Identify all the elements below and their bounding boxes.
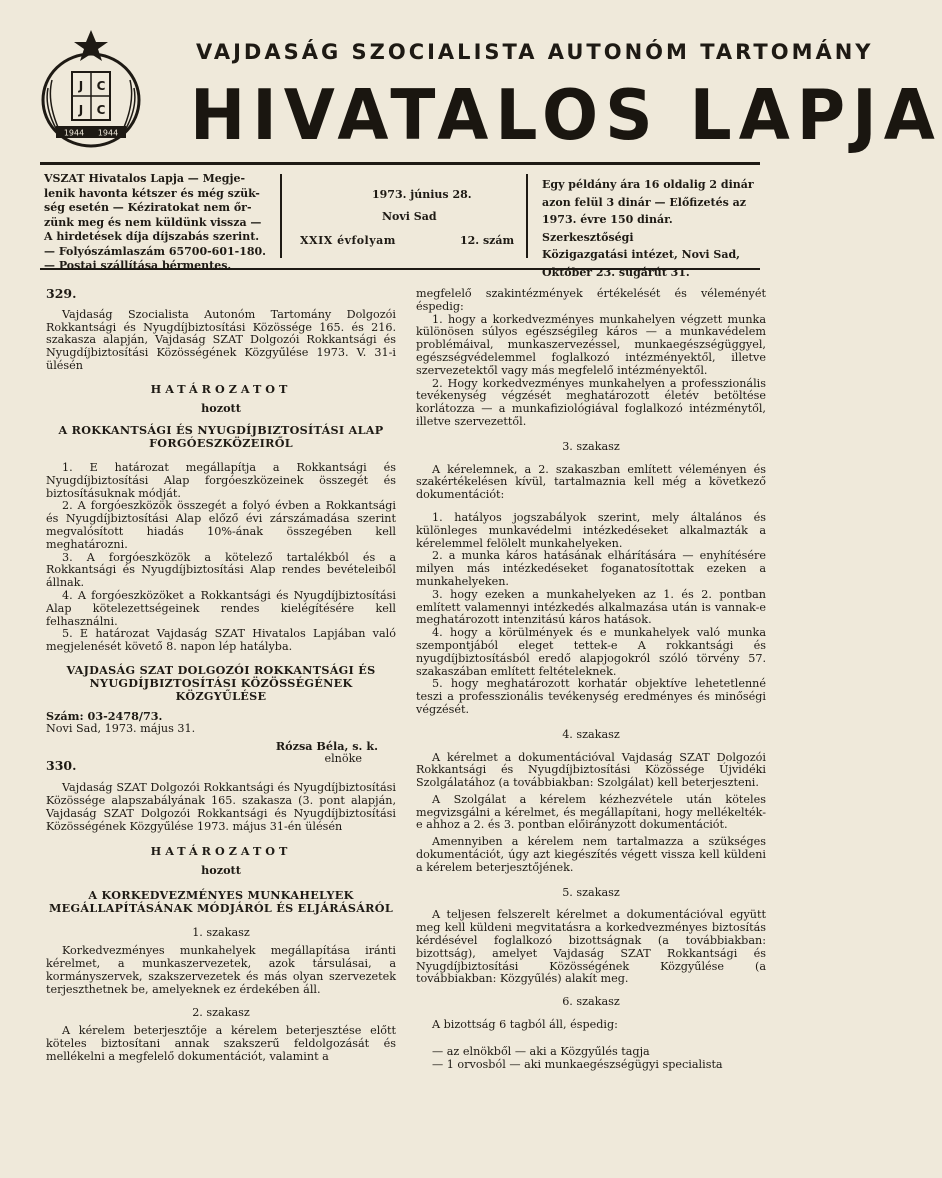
price-line: azon felül 3 dinár — Előfizetés az	[542, 195, 747, 209]
decree-number: 330.	[46, 757, 77, 773]
paragraph: Amennyiben a kérelem nem tartalmazza a szükséges dokumentációt, úgy azt kiegészítés végett vissza kell küldeni a kérelem beterjesztőjének.	[416, 835, 766, 874]
section-heading: 1. szakasz	[192, 925, 250, 939]
notice-line: — Postai szállítása bérmentes.	[44, 259, 232, 272]
masthead-title: HIVATALOS LAPJA	[190, 75, 942, 156]
list-item: 1. hatályos jogszabályok szerint, mely általános és különleges munkavédelmi intézkedéseket alkalmazták a kérelemmel felölelt munkahelyeken.	[416, 510, 766, 550]
paragraph: 1. E határozat megállapítja a Rokkantsági és Nyugdíjbiztosítási Alap forgóeszközeinek összegét és biztosításuknak módját.	[46, 460, 396, 500]
section-heading: 3. szakasz	[562, 439, 620, 453]
issue-number: 12. szám	[460, 234, 515, 247]
masthead-rule	[40, 162, 760, 165]
svg-text:C: C	[96, 79, 106, 93]
section-heading: 4. szakasz	[562, 727, 620, 741]
notice-line: VSZAT Hivatalos Lapja — Megje-	[44, 172, 246, 185]
decree-heading: HATÁROZATOT	[150, 844, 292, 859]
list-item: 3. hogy ezeken a munkahelyeken az 1. és 2. pontban említett valamennyi intézkedés alkalmazása után is vannak-e meghatározott intenzitású káros hatások.	[416, 587, 766, 627]
signer-role: elnöke	[324, 751, 362, 765]
publisher-title: VAJDASÁG SZOCIALISTA AUTONÓM TARTOMÁNY	[196, 40, 874, 64]
decree-heading: HATÁROZATOT	[150, 381, 292, 396]
paragraph: megfelelő szakintézmények értékelését és véleményét éspedig:	[416, 287, 766, 313]
paragraph: Korkedvezményes munkahelyek megállapítása iránti kérelmet, a munkaszervezetek, azok társulásai, a kormányszervek, szakszervezetek és más olyan szervezetek terjeszthetnek be, amelyeknek ez érdekében áll.	[46, 944, 396, 996]
price-line: Egy példány ára 16 oldalig 2 dinár	[542, 178, 754, 191]
decree-title: A ROKKANTSÁGI ÉS NYUGDÍJBIZTOSÍTÁSI ALAP FORGÓESZKÖZEIRŐL	[58, 423, 384, 451]
divider-left	[280, 174, 282, 258]
section-heading: 5. szakasz	[562, 885, 620, 899]
paragraph: A kérelmet a dokumentációval Vajdaság SZAT Dolgozói Rokkantsági és Nyugdíjbiztosítási Közössége Újvidéki Szolgálatához (a továbbiakban: Szolgálat) kell beterjeszteni.	[416, 750, 766, 790]
left-column	[46, 288, 396, 1064]
reference-number: Szám: 03-2478/73.	[46, 709, 163, 724]
publication-notice	[44, 172, 276, 274]
price-line: Közigazgatási intézet, Novi Sad,	[542, 248, 740, 261]
decree-title: A KORKEDVEZMÉNYES MUNKAHELYEK MEGÁLLAPÍTÁSÁNAK MÓDJÁRÓL ÉS ELJÁRÁSÁRÓL	[48, 888, 393, 915]
price-line: 1973. évre 150 dinár. Szerkesztőségi	[542, 213, 673, 244]
decree-subheading: hozott	[201, 863, 241, 878]
paragraph: 3. A forgóeszközök a kötelező tartalékból és a Rokkantsági és Nyugdíjbiztosítási Alap rendes bevételeiből állnak.	[46, 550, 396, 590]
paragraph: A kérelem beterjesztője a kérelem beterjesztése előtt köteles biztosítani annak szakszerű feldolgozását és mellékelni a megfelelő dokumentációt, valamint a	[46, 1024, 396, 1064]
paragraph: 1. hogy a korkedvezményes munkahelyen végzett munka különösen súlyos egészségileg káros — a munkavédelem problémáival, munkaszervezéssel, munkaegészségüggyel, egészségvédelemmel foglalkozó intézményektől, illetve szervezetektől vagy más megfelelő intézményektől.	[416, 312, 766, 377]
decree-intro: Vajdaság Szocialista Autonóm Tartomány Dolgozói Rokkantsági és Nyugdíjbiztosítási Közössége 165. és 216. szakasza alapján, Vajdaság SZAT Dolgozói Rokkantsági és Nyugdíjbiztosítási Közösségének Közgyűlése 1973. V. 31-i ülésén	[46, 307, 396, 372]
paragraph: 5. E határozat Vajdaság SZAT Hivatalos Lapjában való megjelenését követő 8. napon lép hatályba.	[46, 627, 396, 654]
price-notice	[542, 176, 764, 281]
date-place: Novi Sad, 1973. május 31.	[46, 722, 196, 736]
notice-line: zünk meg és nem küldünk vissza —	[44, 215, 262, 229]
decree-intro: Vajdaság SZAT Dolgozói Rokkantsági és Nyugdíjbiztosítási Közössége alapszabályának 165. szakasza (3. pont alapján, Vajdaság SZAT Dolgozói Rokkantsági és Nyugdíjbiztosítási Közösségének Közgyűlése 1973. május 31-én ülésén	[46, 781, 396, 833]
price-line: Október 23. sugárút 31.	[542, 265, 690, 279]
notice-line: A hirdetések díja díjszabás szerint.	[44, 230, 260, 243]
issue-city: Novi Sad	[382, 210, 437, 223]
list-item: — 1 orvosból — aki munkaegészségügyi specialista	[432, 1057, 723, 1071]
right-column	[416, 288, 766, 1071]
list-item: — az elnökből — aki a Közgyűlés tagja	[432, 1044, 650, 1058]
paragraph: A teljesen felszerelt kérelmet a dokumentációval együtt meg kell küldeni megvitatásra a korkedvezményes biztosítás kérdésével foglalkozó bizottságnak (a továbbiakban: bizottság), amelyet Vajdaság SZAT Rokkantsági és Nyugdíjbiztosítási Közösségének Közgyűlése (a továbbiakban: Közgyűlés) alakít meg.	[416, 908, 766, 986]
notice-line: ség esetén — Kéziratokat nem őr-	[44, 201, 252, 214]
decree-number: 329.	[46, 286, 77, 301]
paragraph: 2. Hogy korkedvezményes munkahelyen a professzionális tevékenység végzését meghatározott életév betöltése korlátozza — a munkafiziológiával foglalkozó intézménytől, illetve szervezettől.	[416, 376, 766, 428]
decree-subheading: hozott	[201, 400, 241, 415]
svg-text:C: C	[96, 103, 106, 117]
list-item: 2. a munka káros hatásának elhárítására — enyhítésére milyen más intézkedéseket foganatosítottak ezeken a munkahelyeken.	[416, 549, 766, 588]
svg-text:J: J	[78, 103, 84, 117]
paragraph: 2. A forgóeszközök összegét a folyó évben a Rokkantsági és Nyugdíjbiztosítási Alap előző évi zárszámadása szerint megvalósított hiadás 10%-ának összegében kell meghatározni.	[46, 499, 396, 551]
divider-right	[526, 174, 528, 258]
coat-of-arms-icon	[38, 28, 144, 152]
section-heading: 2. szakasz	[192, 1005, 250, 1019]
signer-name: Rózsa Béla, s. k.	[275, 738, 378, 753]
notice-line: lenik havonta kétszer és még szük-	[44, 186, 260, 200]
issue-volume: XXIX évfolyam	[300, 234, 396, 247]
notice-line: — Folyószámlaszám 65700-601-180.	[44, 244, 266, 258]
svg-text:J: J	[78, 79, 84, 93]
paragraph: A kérelemnek, a 2. szakaszban említett véleményen és szakértékelésen kívül, tartalmaznia kell még a következő dokumentációt:	[416, 462, 766, 502]
svg-text:1944: 1944	[97, 128, 119, 138]
svg-text:1944: 1944	[63, 128, 85, 138]
issue-date: 1973. június 28.	[372, 188, 472, 201]
section-heading: 6. szakasz	[562, 995, 620, 1009]
issuing-body: VAJDASÁG SZAT DOLGOZÓI ROKKANTSÁGI ÉS NYUGDÍJBIZTOSÍTÁSI KÖZÖSSÉGÉNEK KÖZGYŰLÉSE	[66, 662, 376, 703]
paragraph: A bizottság 6 tagból áll, éspedig:	[432, 1018, 618, 1032]
list-item: 5. hogy meghatározott korhatár objektíve lehetetlenné teszi a professzionális tevékenység eredményes és minőségi végzését.	[416, 677, 766, 716]
paragraph: 4. A forgóeszközöket a Rokkantsági és Nyugdíjbiztosítási Alap kötelezettségeinek rendes kielégítésére kell felhasználni.	[46, 588, 396, 628]
list-item: 4. hogy a körülmények és e munkahelyek való munka szempontjából eleget tettek-e A rokkantsági és nyugdíjbiztosításból eredő alapjogokról szóló törvény 57. szakaszában említett feltételeknek.	[416, 626, 766, 678]
paragraph: A Szolgálat a kérelem kézhezvétele után köteles megvizsgálni a kérelmet, és megállapítani, hogy mellékelték-e ahhoz a 2. és 3. pontban előirányzott dokumentációt.	[416, 792, 766, 832]
